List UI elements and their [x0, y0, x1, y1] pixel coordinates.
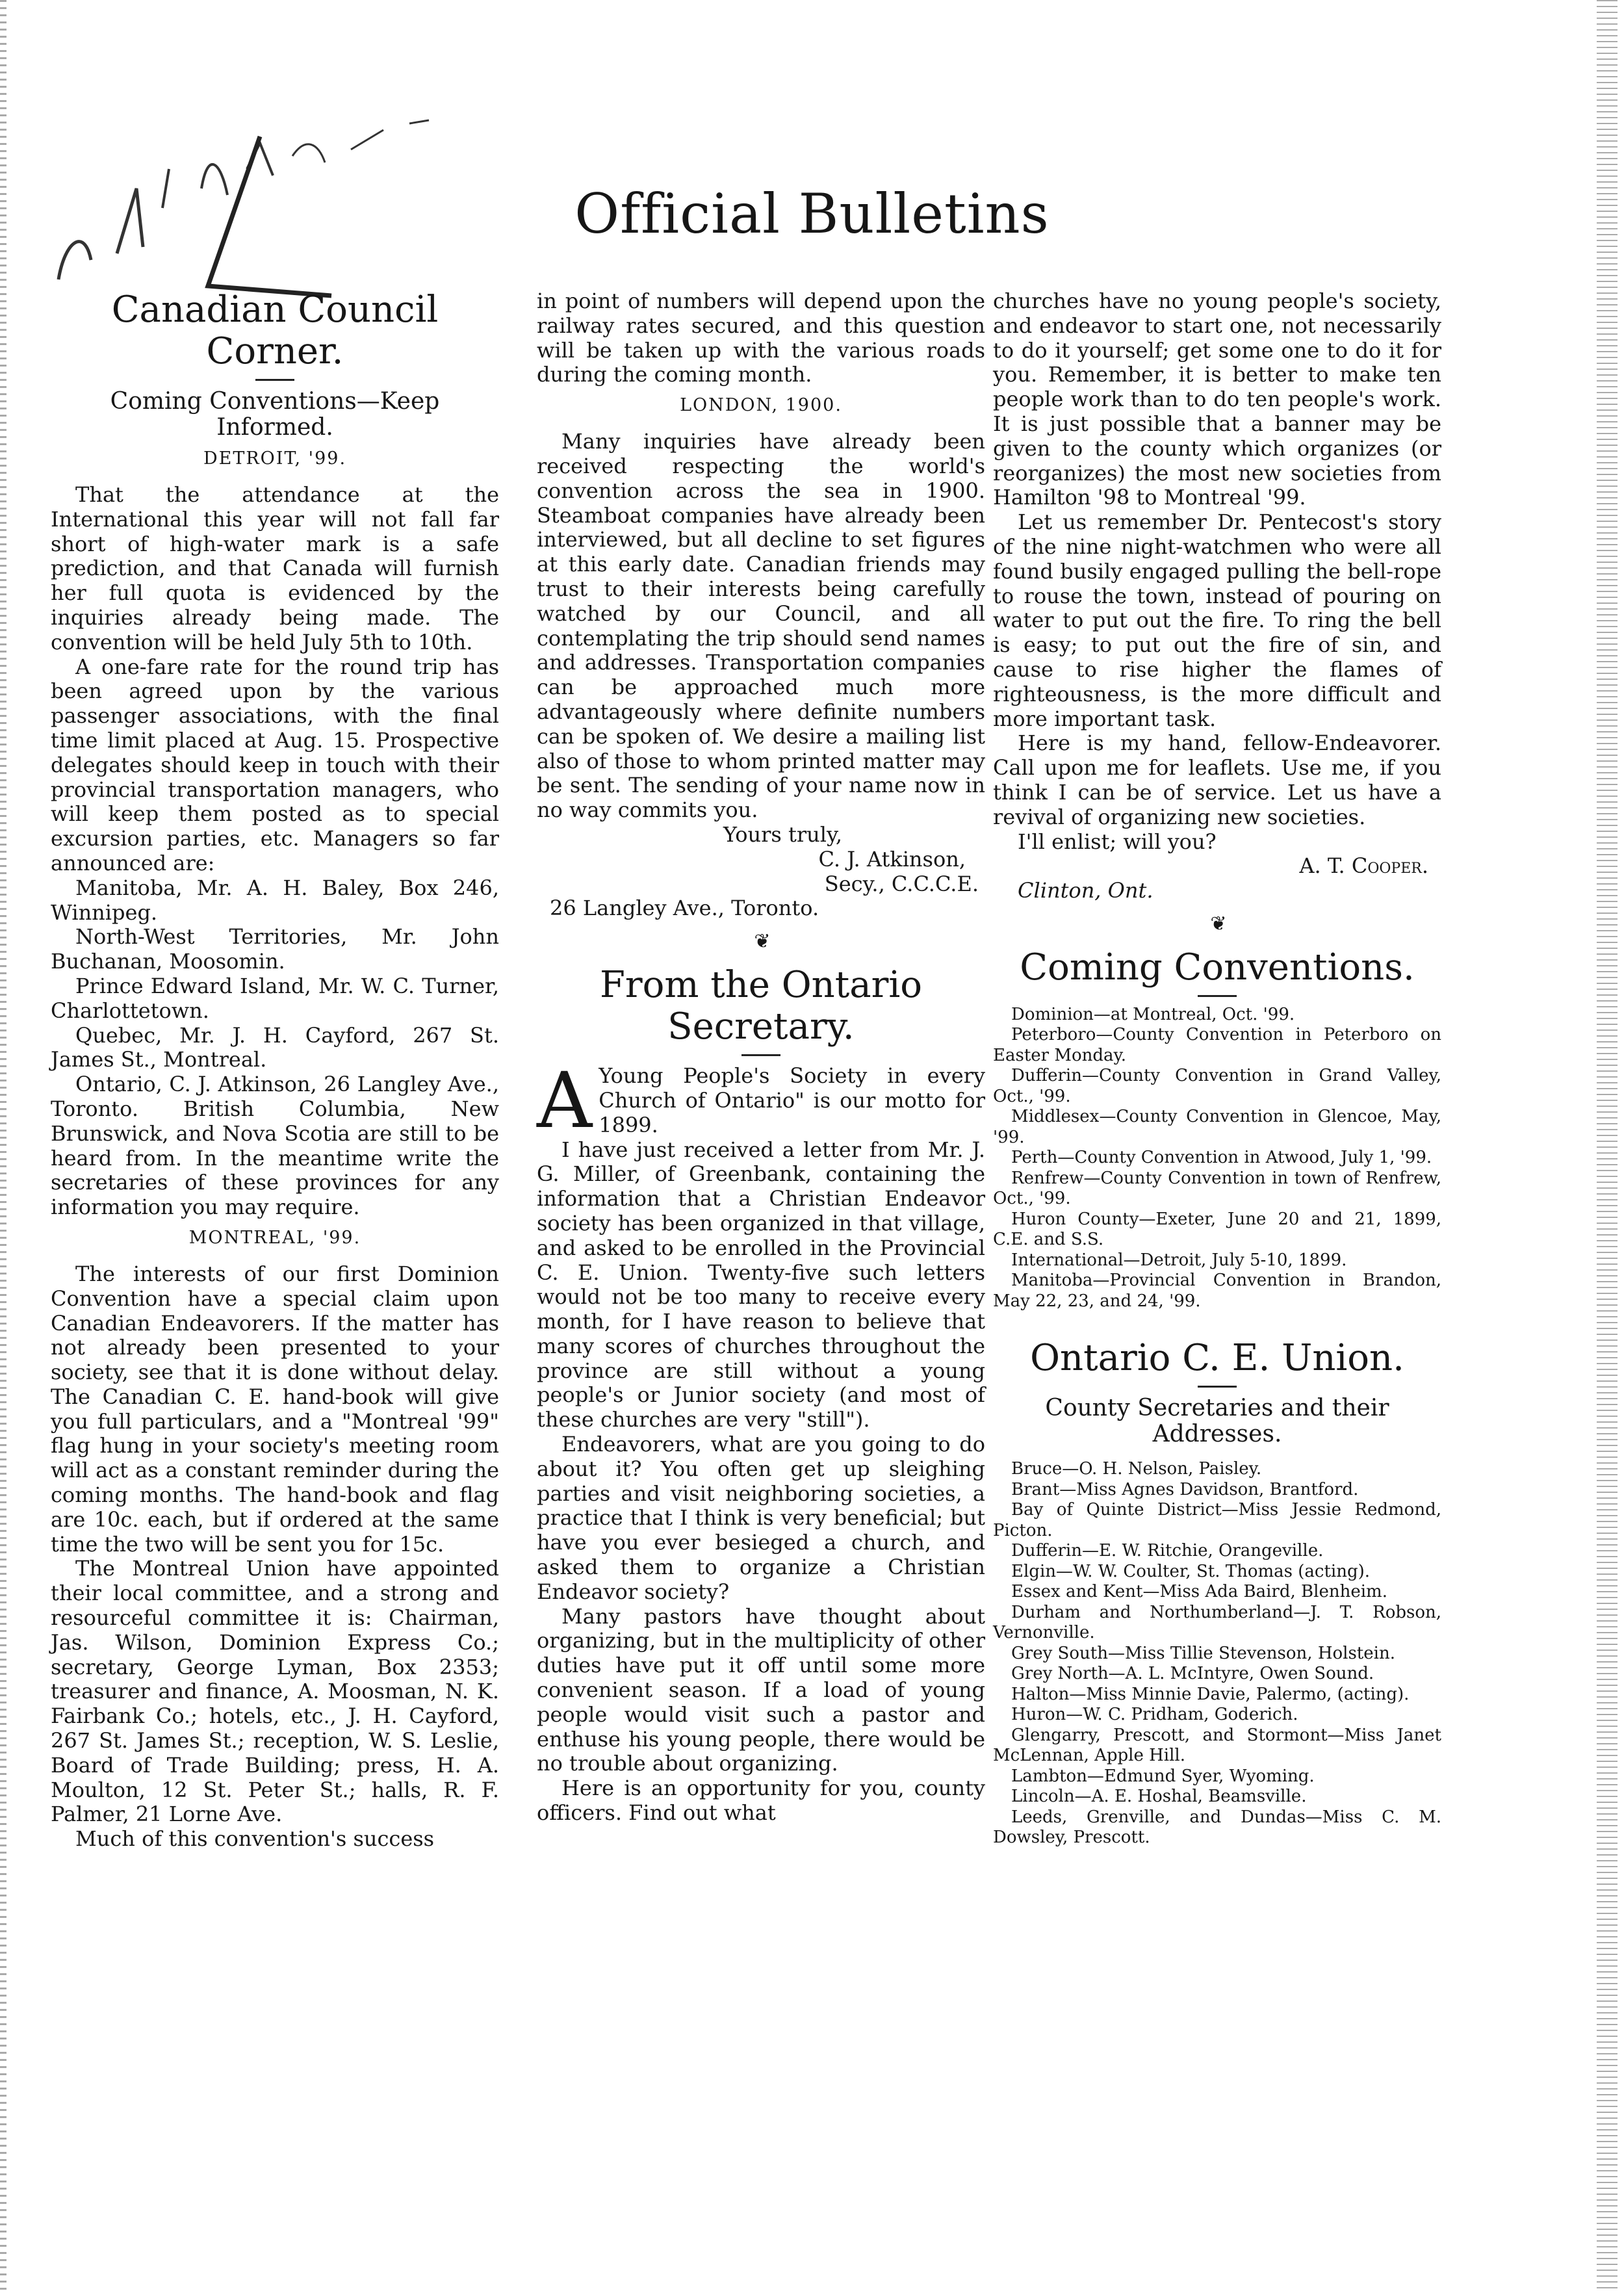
secretary-entry: Grey North—A. L. McIntyre, Owen Sound.: [1011, 1664, 1374, 1684]
secretary-entry: Elgin—W. W. Coulter, St. Thomas (acting).: [1011, 1561, 1371, 1581]
convention-entry: Perth—County Convention in Atwood, July 1, '99.: [1011, 1148, 1432, 1168]
column-2: [537, 289, 985, 1826]
rule: [741, 1054, 780, 1056]
scan-edge-left: [0, 0, 6, 2291]
column-1: [51, 289, 499, 1852]
paragraph: Many pastors have thought about organizing, but in the multiplicity of other duties have put it off until some more convenient season. If a load of young people would visit such a pastor and enthuse his young people, there would be no trouble about organizing.: [537, 1603, 985, 1776]
motto-text: Young People's Society in every Church of Ontario" is our motto for 1899.: [599, 1063, 985, 1137]
signature-line: Yours truly,: [723, 822, 842, 847]
paragraph: Many inquiries have already been received respecting the world's convention across the sea in 1900. Steamboat companies have already been interviewed, but all decline to set figures at this early date. Canadian friends may trust to their interests being carefully watched by our Council, and all contemplating the trip should send names and addresses. Transportation companies can be approached much more advantageously where definite numbers can be spoken of. We desire a mailing list also of those to whom printed matter may be sent. The sending of your name now in no way commits you.: [537, 429, 985, 823]
convention-entry: Peterboro—County Convention in Peterboro on Easter Monday.: [993, 1025, 1441, 1065]
secretary-entry: Brant—Miss Agnes Davidson, Brantford.: [1011, 1479, 1359, 1499]
secretary-entry: Lambton—Edmund Syer, Wyoming.: [1011, 1766, 1315, 1786]
paragraph: Let us remember Dr. Pentecost's story of the nine night-watchmen who were all found busily engaged pulling the bell-rope to rouse the town, instead of pouring on water to put out the fire. To ring the bell is easy; to put out the fire of sin, and cause to rise higher the flames of righteousness, is the more difficult and more important task.: [993, 510, 1441, 731]
dateline-london: LONDON, 1900.: [680, 395, 842, 416]
paragraph: I have just received a letter from Mr. J. G. Miller, of Greenbank, containing the information that a Christian Endeavor society has been organized in that village, and asked to be enrolled in the Provincial C. E. Union. Twenty-five such letters would not be too many to receive every month, for I have reason to believe that many scores of churches throughout the province are still without a young people's or Junior society (and most of these churches are very "still").: [537, 1137, 985, 1432]
paragraph: Here is an opportunity for you, county officers. Find out what: [537, 1776, 985, 1826]
paragraph: I'll enlist; will you?: [1018, 829, 1217, 854]
signature-name: A. T. Cooper.: [1299, 853, 1428, 879]
secretary-entry: Essex and Kent—Miss Ada Baird, Blenheim.: [1011, 1582, 1387, 1602]
column-3: [993, 289, 1441, 1848]
drop-cap: A: [537, 1055, 593, 1146]
convention-entry: Renfrew—County Convention in town of Renfrew, Oct., '99.: [993, 1168, 1441, 1209]
ornament-icon: ❦: [1210, 912, 1224, 935]
paragraph: Much of this convention's success: [75, 1826, 435, 1852]
paragraph: The interests of our first Dominion Convention have a special claim upon Canadian Endeavorers. If the matter has not already been presented to your society, see that it is done without delay. The Canadian C. E. hand-book will give you full particulars, and a "Montreal '99" flag hung in your society's meeting room will act as a constant reminder during the coming months. The hand-book and flag are 10c. each, but if ordered at the same time the two will be sent you for 15c.: [51, 1261, 499, 1557]
subheading-county-secretaries: County Secretaries and their Addresses.: [1045, 1395, 1389, 1448]
heading-coming-conventions: Coming Conventions.: [1020, 946, 1415, 989]
manager-entry: Manitoba, Mr. A. H. Baley, Box 246, Winnipeg.: [51, 875, 499, 925]
convention-entry: Middlesex—County Convention in Glencoe, May, '99.: [993, 1107, 1441, 1147]
dateline-montreal: MONTREAL, '99.: [188, 1227, 361, 1248]
heading-canadian-council-corner: Canadian Council Corner.: [111, 289, 439, 372]
signature-place: Clinton, Ont.: [1018, 878, 1154, 903]
secretary-entry: Bruce—O. H. Nelson, Paisley.: [1011, 1459, 1262, 1479]
dateline-detroit: DETROIT, '99.: [203, 448, 347, 469]
rule: [1198, 995, 1237, 997]
paragraph: Here is my hand, fellow-Endeavorer. Call upon me for leaflets. Use me, if you think I can be of service. Let us have a revival of organizing new societies.: [993, 731, 1441, 829]
paragraph: Endeavorers, what are you going to do about it? You often get up sleighing parties and visit neighboring societies, a practice that I think is very beneficial; but have you ever besieged a church, and asked them to organize a Christian Endeavor society?: [537, 1432, 985, 1604]
manager-entry: Quebec, Mr. J. H. Cayford, 267 St. James St., Montreal.: [51, 1022, 499, 1072]
manager-entry: Ontario, C. J. Atkinson, 26 Langley Ave., Toronto. British Columbia, New Brunswick, and Nova Scotia are still to be heard from. In the meantime write the secretaries of these provinces for any information you may require.: [51, 1072, 499, 1220]
convention-entry: International—Detroit, July 5-10, 1899.: [1011, 1250, 1347, 1270]
secretary-entry: Leeds, Grenville, and Dundas—Miss C. M. Dowsley, Prescott.: [993, 1807, 1441, 1848]
page-title: Official Bulletins: [574, 182, 1050, 246]
signature-name: C. J. Atkinson,: [818, 846, 966, 872]
conventions-list: [993, 1005, 1441, 1312]
secretary-entry: Huron—W. C. Pridham, Goderich.: [1011, 1705, 1298, 1725]
secretary-entry: Dufferin—E. W. Ritchie, Orangeville.: [1011, 1541, 1324, 1561]
secretary-entry: Lincoln—A. E. Hoshal, Beamsville.: [1011, 1787, 1307, 1807]
signature-title: Secy., C.C.C.E.: [824, 871, 979, 896]
subheading-coming-conventions: Coming Conventions—Keep Informed.: [110, 388, 440, 441]
secretaries-list: [993, 1459, 1441, 1848]
manager-entry: North-West Territories, Mr. John Buchanan, Moosomin.: [51, 924, 499, 974]
signature-address: 26 Langley Ave., Toronto.: [550, 896, 819, 921]
paragraph: The Montreal Union have appointed their local committee, and a strong and resourceful committee it is: Chairman, Jas. Wilson, Dominion Express Co.; secretary, George Lyman, Box 2353; treasurer and finance, A. Moosman, N. K. Fairbank Co.; hotels, etc., J. H. Cayford, 267 St. James St.; reception, W. S. Leslie, Board of Trade Building; press, H. A. Moulton, 12 St. Peter St.; halls, R. F. Palmer, 21 Lorne Ave.: [51, 1556, 499, 1827]
secretary-entry: Grey South—Miss Tillie Stevenson, Holstein.: [1011, 1643, 1395, 1663]
convention-entry: Dufferin—County Convention in Grand Valley, Oct., '99.: [993, 1066, 1441, 1106]
heading-ontario-ce-union: Ontario C. E. Union.: [1030, 1337, 1404, 1380]
heading-ontario-secretary: From the Ontario Secretary.: [599, 964, 922, 1048]
secretary-entry: Durham and Northumberland—J. T. Robson, Vernonville.: [993, 1602, 1441, 1643]
convention-entry: Huron County—Exeter, June 20 and 21, 1899, C.E. and S.S.: [993, 1209, 1441, 1250]
paragraph-dropcap: [537, 1055, 985, 1146]
secretary-entry: Bay of Quinte District—Miss Jessie Redmond, Picton.: [993, 1500, 1441, 1540]
convention-entry: Dominion—at Montreal, Oct. '99.: [1011, 1004, 1295, 1024]
ornament-icon: ❦: [754, 930, 768, 953]
paragraph: churches have no young people's society, and endeavor to start one, not necessarily to do it yourself; get some one to do it for you. Remember, it is better to make ten people work than to do ten people's work. It is just possible that a banner may be given to the county which organizes (or reorganizes) the most new societies from Hamilton '98 to Montreal '99.: [993, 289, 1441, 510]
manager-entry: Prince Edward Island, Mr. W. C. Turner, Charlottetown.: [51, 973, 499, 1023]
secretary-entry: Glengarry, Prescott, and Stormont—Miss Janet McLennan, Apple Hill.: [993, 1725, 1441, 1766]
secretary-entry: Halton—Miss Minnie Davie, Palermo, (acting).: [1011, 1684, 1410, 1704]
scan-edge-right: [1597, 0, 1618, 2291]
rule: [255, 379, 294, 381]
paragraph: in point of numbers will depend upon the railway rates secured, and this question will be taken up with the various roads during the coming month.: [537, 289, 985, 387]
paragraph: A one-fare rate for the round trip has been agreed upon by the various passenger associations, with the final time limit placed at Aug. 15. Prospective delegates should keep in touch with their provincial transportation managers, who will keep them posted as to special excursion parties, etc. Managers so far announced are:: [51, 654, 499, 875]
paragraph: That the attendance at the International this year will not fall far short of high-water mark is a safe prediction, and that Canada will furnish her full quota is evidenced by the inquiries already being made. The convention will be held July 5th to 10th.: [51, 482, 499, 654]
convention-entry: Manitoba—Provincial Convention in Brandon, May 22, 23, and 24, '99.: [993, 1271, 1441, 1311]
rule: [1198, 1386, 1237, 1388]
